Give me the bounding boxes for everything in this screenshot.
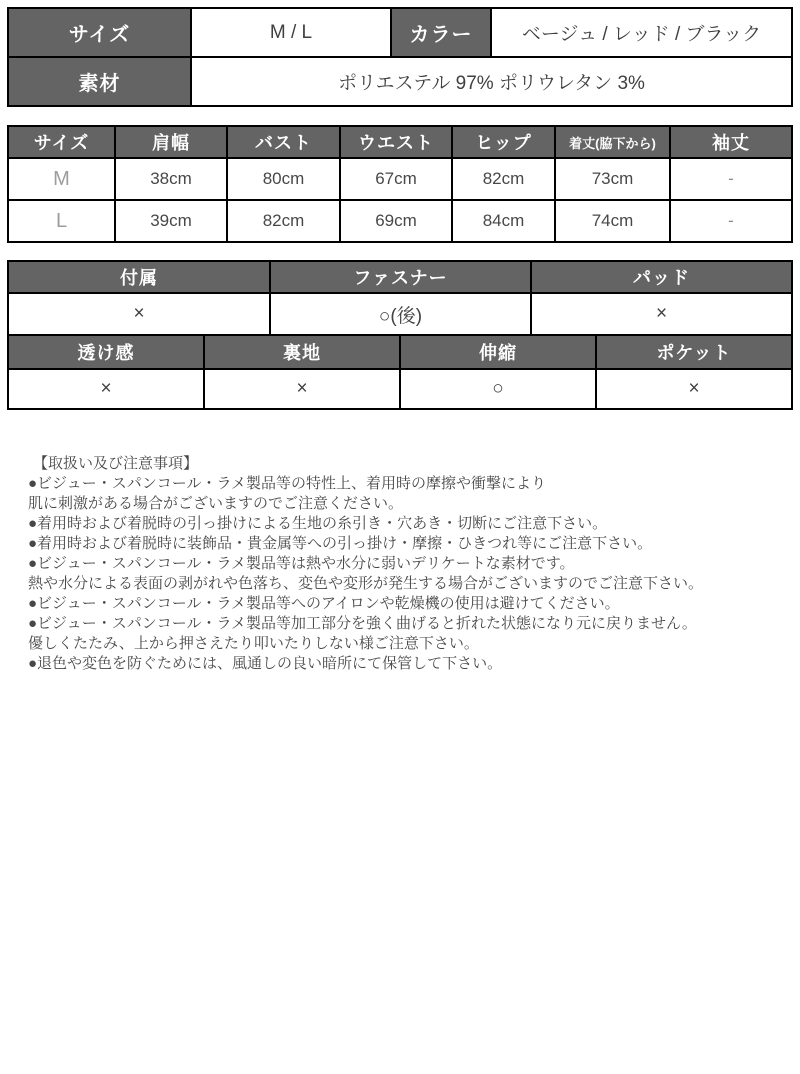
l-length: 74cm (555, 200, 670, 242)
m-waist: 67cm (340, 158, 452, 200)
col-header-bust: バスト (227, 126, 340, 158)
pad-value: × (531, 293, 792, 335)
spec-material-label: 素材 (8, 57, 191, 106)
size-m-label: M (8, 158, 115, 200)
fastener-value: ○(後) (270, 293, 531, 335)
care-note-line: ●ビジュー・スパンコール・ラメ製品等は熱や水分に弱いデリケートな素材です。 (28, 555, 575, 572)
care-note-line: ●退色や変色を防ぐためには、風通しの良い暗所にて保管して下さい。 (28, 655, 503, 672)
care-note-line: ●ビジュー・スパンコール・ラメ製品等へのアイロンや乾燥機の使用は避けてください。 (28, 595, 620, 612)
col-header-shoulder: 肩幅 (115, 126, 227, 158)
size-l-label: L (8, 200, 115, 242)
header-stretch: 伸縮 (400, 335, 596, 369)
header-fastener: ファスナー (270, 261, 531, 293)
l-hip: 84cm (452, 200, 555, 242)
l-shoulder: 39cm (115, 200, 227, 242)
l-waist: 69cm (340, 200, 452, 242)
spec-row-size-color (8, 8, 792, 57)
lining-value: × (204, 369, 400, 409)
pocket-value: × (596, 369, 792, 409)
features-table-1 (7, 260, 793, 336)
m-sleeve: - (670, 158, 792, 200)
care-note-line: 熱や水分による表面の剥がれや色落ち、変色や変形が発生する場合がございますのでご注意下さい。 (28, 575, 704, 592)
measurements-row-l (8, 200, 792, 242)
care-note-line: ●ビジュー・スパンコール・ラメ製品等の特性上、着用時の摩擦や衝撃により (28, 475, 547, 492)
features-table-2 (7, 334, 793, 410)
spec-table (7, 7, 793, 107)
m-hip: 82cm (452, 158, 555, 200)
spec-color-value: ベージュ / レッド / ブラック (491, 8, 792, 57)
accessory-value: × (8, 293, 270, 335)
l-bust: 82cm (227, 200, 340, 242)
spec-color-label: カラー (391, 8, 491, 57)
spec-size-label: サイズ (8, 8, 191, 57)
m-length: 73cm (555, 158, 670, 200)
header-pad: パッド (531, 261, 792, 293)
features1-header-row (8, 261, 792, 293)
spec-size-value: M / L (191, 8, 391, 57)
product-spec-sheet (0, 7, 800, 1074)
header-lining: 裏地 (204, 335, 400, 369)
measurements-table (7, 125, 793, 243)
stretch-value: ○ (400, 369, 596, 409)
care-note-line: ●ビジュー・スパンコール・ラメ製品等加工部分を強く曲げると折れた状態になり元に戻りません。 (28, 615, 697, 632)
measurements-header-row (8, 126, 792, 158)
header-accessory: 付属 (8, 261, 270, 293)
care-notes-title: 【取扱い及び注意事項】 (33, 455, 199, 472)
col-header-waist: ウエスト (340, 126, 452, 158)
spec-material-value: ポリエステル 97% ポリウレタン 3% (191, 57, 792, 106)
l-sleeve: - (670, 200, 792, 242)
features2-header-row (8, 335, 792, 369)
care-notes (28, 454, 780, 674)
spec-row-material (8, 57, 792, 106)
care-note-line: 優しくたたみ、上から押さえたり叩いたりしない様ご注意下さい。 (28, 635, 479, 652)
col-header-hip: ヒップ (452, 126, 555, 158)
col-header-sleeve: 袖丈 (670, 126, 792, 158)
m-shoulder: 38cm (115, 158, 227, 200)
header-pocket: ポケット (596, 335, 792, 369)
header-sheerness: 透け感 (8, 335, 204, 369)
care-note-line: 肌に刺激がある場合がございますのでご注意ください。 (28, 495, 404, 512)
sheerness-value: × (8, 369, 204, 409)
care-note-line: ●着用時および着脱時に装飾品・貴金属等への引っ掛け・摩擦・ひきつれ等にご注意下さい。 (28, 535, 653, 552)
features1-value-row (8, 293, 792, 335)
measurements-row-m (8, 158, 792, 200)
col-header-size: サイズ (8, 126, 115, 158)
col-header-length: 着丈(脇下から) (555, 126, 670, 158)
care-note-line: ●着用時および着脱時の引っ掛けによる生地の糸引き・穴あき・切断にご注意下さい。 (28, 515, 608, 532)
m-bust: 80cm (227, 158, 340, 200)
features2-value-row (8, 369, 792, 409)
